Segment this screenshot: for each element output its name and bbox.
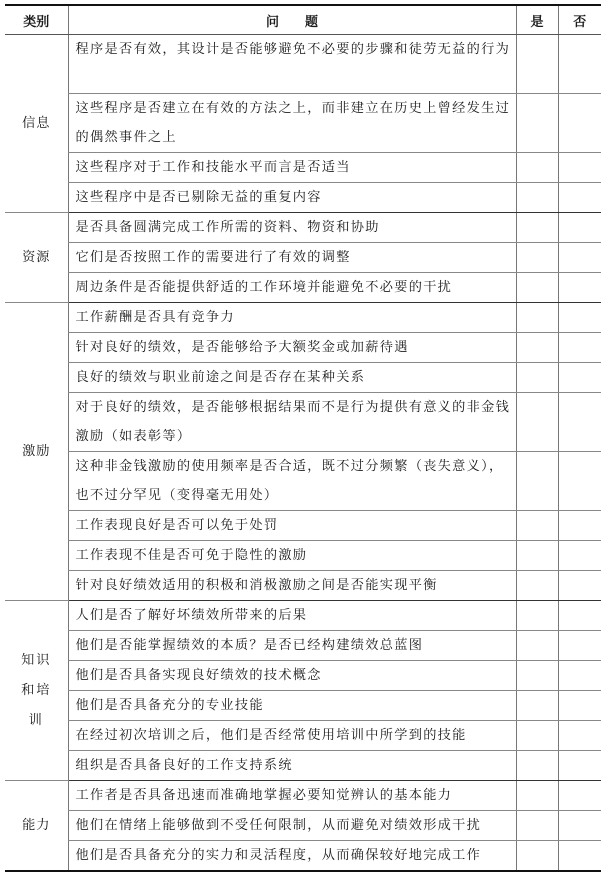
no-checkbox[interactable] (558, 183, 601, 213)
no-checkbox[interactable] (558, 452, 601, 511)
question-text: 对于良好的绩效，是否能够根据结果而不是行为提供有意义的非金钱激励（如表彰等） (68, 393, 516, 452)
category-label: 知识和培训 (21, 652, 52, 728)
yes-checkbox[interactable] (516, 243, 558, 273)
header-category: 类别 (5, 5, 68, 35)
no-checkbox[interactable] (558, 601, 601, 631)
question-text: 工作薪酬是否具有竞争力 (68, 303, 516, 333)
header-question: 问题 (68, 5, 516, 35)
no-checkbox[interactable] (558, 841, 601, 872)
table-row (5, 213, 601, 243)
question-text: 这种非金钱激励的使用频率是否合适，既不过分频繁（丧失意义），也不过分罕见（变得毫无用处） (68, 452, 516, 511)
table-row (5, 243, 601, 273)
yes-checkbox[interactable] (516, 661, 558, 691)
yes-checkbox[interactable] (516, 781, 558, 811)
question-text: 他们是否具备实现良好绩效的技术概念 (68, 661, 516, 691)
question-text: 组织是否具备良好的工作支持系统 (68, 751, 516, 781)
no-checkbox[interactable] (558, 571, 601, 601)
no-checkbox[interactable] (558, 511, 601, 541)
question-text: 工作表现不佳是否可免于隐性的激励 (68, 541, 516, 571)
no-checkbox[interactable] (558, 94, 601, 153)
table-row (5, 511, 601, 541)
question-text: 这些程序对于工作和技能水平而言是否适当 (68, 153, 516, 183)
yes-checkbox[interactable] (516, 393, 558, 452)
no-checkbox[interactable] (558, 393, 601, 452)
no-checkbox[interactable] (558, 213, 601, 243)
no-checkbox[interactable] (558, 153, 601, 183)
question-text: 程序是否有效，其设计是否能够避免不必要的步骤和徒劳无益的行为 (68, 35, 516, 94)
table-row (5, 363, 601, 393)
no-checkbox[interactable] (558, 751, 601, 781)
question-text: 针对良好绩效适用的积极和消极激励之间是否能实现平衡 (68, 571, 516, 601)
yes-checkbox[interactable] (516, 363, 558, 393)
table-row (5, 393, 601, 452)
yes-checkbox[interactable] (516, 183, 558, 213)
table-row (5, 333, 601, 363)
yes-checkbox[interactable] (516, 153, 558, 183)
yes-checkbox[interactable] (516, 94, 558, 153)
question-text: 他们是否能掌握绩效的本质？是否已经构建绩效总蓝图 (68, 631, 516, 661)
yes-checkbox[interactable] (516, 213, 558, 243)
question-text: 这些程序中是否已剔除无益的重复内容 (68, 183, 516, 213)
table-row (5, 35, 601, 94)
yes-checkbox[interactable] (516, 811, 558, 841)
table-row (5, 781, 601, 811)
yes-checkbox[interactable] (516, 303, 558, 333)
yes-checkbox[interactable] (516, 452, 558, 511)
no-checkbox[interactable] (558, 721, 601, 751)
table-row (5, 303, 601, 333)
yes-checkbox[interactable] (516, 691, 558, 721)
question-text: 他们在情绪上能够做到不受任何限制，从而避免对绩效形成干扰 (68, 811, 516, 841)
header-no: 否 (558, 5, 601, 35)
yes-checkbox[interactable] (516, 35, 558, 94)
header-row (5, 5, 601, 35)
category-motivation: 激励 (5, 303, 68, 601)
no-checkbox[interactable] (558, 303, 601, 333)
question-text: 工作者是否具备迅速而准确地掌握必要知觉辨认的基本能力 (68, 781, 516, 811)
no-checkbox[interactable] (558, 631, 601, 661)
question-text: 他们是否具备充分的实力和灵活程度，从而确保较好地完成工作 (68, 841, 516, 872)
yes-checkbox[interactable] (516, 571, 558, 601)
table-row (5, 153, 601, 183)
yes-checkbox[interactable] (516, 631, 558, 661)
no-checkbox[interactable] (558, 333, 601, 363)
question-text: 是否具备圆满完成工作所需的资料、物资和协助 (68, 213, 516, 243)
no-checkbox[interactable] (558, 541, 601, 571)
yes-checkbox[interactable] (516, 273, 558, 303)
performance-checklist-table (5, 4, 601, 872)
question-text: 人们是否了解好坏绩效所带来的后果 (68, 601, 516, 631)
no-checkbox[interactable] (558, 781, 601, 811)
table-row (5, 811, 601, 841)
yes-checkbox[interactable] (516, 751, 558, 781)
table-row (5, 541, 601, 571)
category-knowledge-training (5, 601, 68, 781)
table-row (5, 571, 601, 601)
question-text: 这些程序是否建立在有效的方法之上，而非建立在历史上曾经发生过的偶然事件之上 (68, 94, 516, 153)
question-text: 在经过初次培训之后，他们是否经常使用培训中所学到的技能 (68, 721, 516, 751)
no-checkbox[interactable] (558, 811, 601, 841)
table-row (5, 94, 601, 153)
no-checkbox[interactable] (558, 363, 601, 393)
question-text: 周边条件是否能提供舒适的工作环境并能避免不必要的干扰 (68, 273, 516, 303)
table-row (5, 631, 601, 661)
yes-checkbox[interactable] (516, 601, 558, 631)
table-row (5, 183, 601, 213)
yes-checkbox[interactable] (516, 333, 558, 363)
table-row (5, 691, 601, 721)
category-information: 信息 (5, 35, 68, 213)
no-checkbox[interactable] (558, 691, 601, 721)
table-row (5, 601, 601, 631)
yes-checkbox[interactable] (516, 841, 558, 872)
question-text: 工作表现良好是否可以免于处罚 (68, 511, 516, 541)
table-row (5, 273, 601, 303)
table-row (5, 841, 601, 872)
yes-checkbox[interactable] (516, 541, 558, 571)
category-ability: 能力 (5, 781, 68, 872)
table-row (5, 661, 601, 691)
question-text: 他们是否具备充分的专业技能 (68, 691, 516, 721)
header-yes: 是 (516, 5, 558, 35)
no-checkbox[interactable] (558, 273, 601, 303)
question-text: 它们是否按照工作的需要进行了有效的调整 (68, 243, 516, 273)
yes-checkbox[interactable] (516, 511, 558, 541)
yes-checkbox[interactable] (516, 721, 558, 751)
question-text: 针对良好的绩效，是否能够给予大额奖金或加薪待遇 (68, 333, 516, 363)
no-checkbox[interactable] (558, 243, 601, 273)
category-resources: 资源 (5, 213, 68, 303)
question-text: 良好的绩效与职业前途之间是否存在某种关系 (68, 363, 516, 393)
table-row (5, 721, 601, 751)
no-checkbox[interactable] (558, 661, 601, 691)
no-checkbox[interactable] (558, 35, 601, 94)
table-row (5, 751, 601, 781)
table-row (5, 452, 601, 511)
